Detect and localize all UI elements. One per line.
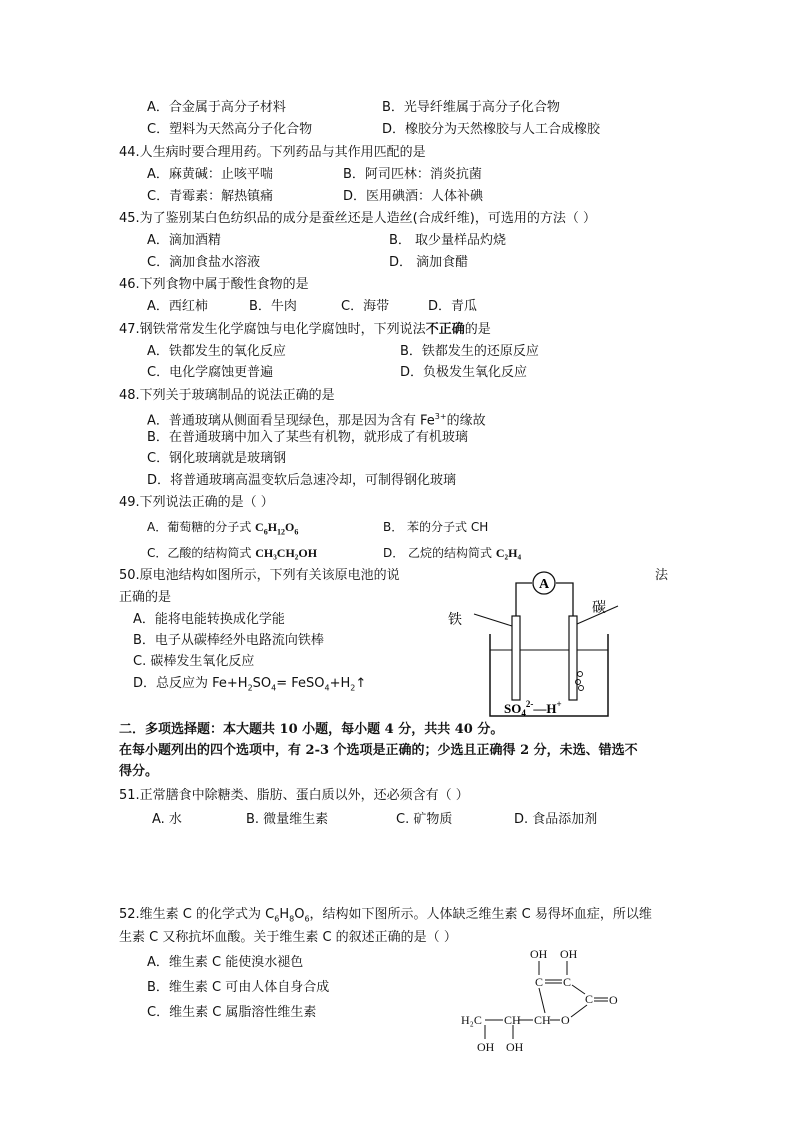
q48-option-a: A．普通玻璃从侧面看呈现绿色，那是因为含有 $Fe^{3+}$的缘故 xyxy=(147,412,486,429)
q51-option-a: A. 水 xyxy=(152,812,182,827)
q47-option-d: D．负极发生氧化反应 xyxy=(400,365,528,380)
q49-d-formula: C₂H₄ xyxy=(495,546,522,560)
q43-option-d: D．橡胶分为天然橡胶与人工合成橡胶 xyxy=(382,122,601,137)
q49-option-d: D． 乙烷的结构简式 C₂H₄ xyxy=(383,546,522,560)
sulfate-label: $SO_4^{2-}—H^+$ xyxy=(504,699,562,718)
q44-option-a: A．麻黄碱：止咳平喘 xyxy=(147,167,273,182)
q46-option-b: B．牛肉 xyxy=(249,299,297,314)
q49-option-b: B． 苯的分子式 CH xyxy=(383,520,489,534)
svg-text:OH: OH xyxy=(477,1040,495,1054)
svg-text:O: O xyxy=(609,993,618,1007)
q45-option-d: D． 滴加食醋 xyxy=(389,255,469,270)
q52-option-c: C．维生素 C 属脂溶性维生素 xyxy=(147,1005,317,1020)
ammeter-label: A xyxy=(538,577,550,592)
iron-electrode xyxy=(512,616,520,700)
q46-option-d: D．青瓜 xyxy=(428,299,478,314)
q47-stem: 47.钢铁常常发生化学腐蚀与电化学腐蚀时，下列说法不正确的是 xyxy=(119,322,491,337)
q50-stem: 50.原电池结构如图所示，下列有关该原电池的说 xyxy=(119,568,400,583)
svg-text:H₂C: H₂C xyxy=(461,1013,482,1027)
galvanic-cell-diagram xyxy=(440,566,620,722)
q48-option-b: B．在普通玻璃中加入了某些有机物，就形成了有机玻璃 xyxy=(147,430,468,445)
iron-label: 铁 xyxy=(448,612,462,628)
q47-option-c: C．电化学腐蚀更普遍 xyxy=(147,365,274,380)
q48-stem: 48.下列关于玻璃制品的说法正确的是 xyxy=(119,388,335,403)
vitamin-c-structure xyxy=(455,945,630,1057)
q50-option-d: D．总反应为 $Fe+H_2SO_4=$ $FeSO_4+H_2↑$ xyxy=(133,676,367,693)
q50-stem-tail: 法 xyxy=(655,568,669,583)
q44-option-b: B．阿司匹林：消炎抗菌 xyxy=(343,167,482,182)
q43-option-c: C．塑料为天然高分子化合物 xyxy=(147,122,313,137)
svg-text:CH: CH xyxy=(534,1013,551,1027)
q52-option-b: B．维生素 C 可由人体自身合成 xyxy=(147,980,330,995)
q47-option-a: A．铁都发生的氧化反应 xyxy=(147,344,286,359)
q50-option-a: A．能将电能转换成化学能 xyxy=(133,612,285,627)
svg-text:C: C xyxy=(585,992,594,1006)
q52-option-a: A．维生素 C 能使溴水褪色 xyxy=(147,955,304,970)
svg-text:C: C xyxy=(563,975,572,989)
section2-rule-line2: 得分。 xyxy=(119,764,159,779)
q49-c-formula: CH₃CH₂OH xyxy=(255,546,318,560)
q51-stem: 51.正常膳食中除糖类、脂肪、蛋白质以外，还必须含有（ ） xyxy=(119,788,469,803)
section2-title: 二．多项选择题：本大题共 10 小题，每小题 4 分，共共 40 分。 xyxy=(119,722,504,737)
q47-option-b: B．铁都发生的还原反应 xyxy=(400,344,539,359)
q44-option-c: C．青霉素：解热镇痛 xyxy=(147,189,274,204)
q48-option-c: C．钢化玻璃就是玻璃钢 xyxy=(147,451,287,466)
q44-stem: 44.人生病时要合理用药。下列药品与其作用匹配的是 xyxy=(119,145,426,160)
q45-option-c: C．滴加食盐水溶液 xyxy=(147,255,261,270)
q43-option-b: B．光导纤维属于高分子化合物 xyxy=(382,100,560,115)
q51-option-d: D. 食品添加剂 xyxy=(514,812,598,827)
svg-text:OH: OH xyxy=(506,1040,524,1054)
q46-stem: 46.下列食物中属于酸性食物的是 xyxy=(119,277,309,292)
q50-option-c: C. 碳棒发生氧化反应 xyxy=(133,654,255,669)
svg-text:CH: CH xyxy=(504,1013,521,1027)
q46-option-a: A．西红柿 xyxy=(147,299,208,314)
q52-stem-line2: 生素 C 又称抗坏血酸。关于维生素 C 的叙述正确的是（ ） xyxy=(119,930,457,945)
q45-option-a: A．滴加酒精 xyxy=(147,233,221,248)
svg-text:C: C xyxy=(535,975,544,989)
carbon-label: 碳 xyxy=(592,600,606,616)
q50-stem-line2: 正确的是 xyxy=(119,590,172,605)
q43-option-a: A．合金属于高分子材料 xyxy=(147,100,286,115)
q52-stem-line1: 52.维生素 C 的化学式为 $C_6H_8O_6$，结构如下图所示。人体缺乏维生素 C 易得坏血症，所以维 xyxy=(119,907,652,924)
carbon-electrode xyxy=(569,616,577,700)
section2-rule-line1: 在每小题列出的四个选项中，有 2-3 个选项是正确的；少选且正确得 2 分，未选、错选不 xyxy=(119,743,638,758)
q48-option-d: D．将普通玻璃高温变软后急速冷却，可制得钢化玻璃 xyxy=(147,473,457,488)
svg-text:OH: OH xyxy=(530,947,548,961)
svg-text:OH: OH xyxy=(560,947,578,961)
q49-stem: 49.下列说法正确的是（ ） xyxy=(119,495,274,510)
q45-stem: 45.为了鉴别某白色纺织品的成分是蚕丝还是人造丝(合成纤维)，可选用的方法（ ） xyxy=(119,211,596,226)
q46-option-c: C．海带 xyxy=(341,299,390,314)
q49-option-c: C．乙酸的结构简式 CH₃CH₂OH xyxy=(147,546,318,560)
q51-option-b: B. 微量维生素 xyxy=(246,812,329,827)
q45-option-b: B． 取少量样品灼烧 xyxy=(389,233,507,248)
q44-option-d: D．医用碘酒：人体补碘 xyxy=(343,189,484,204)
q51-option-c: C. 矿物质 xyxy=(396,812,453,827)
q49-option-a: A．葡萄糖的分子式 $C_6H_{12}O_6$ xyxy=(147,520,299,537)
q50-option-b: B．电子从碳棒经外电路流向铁棒 xyxy=(133,633,324,648)
svg-text:O: O xyxy=(561,1013,570,1027)
